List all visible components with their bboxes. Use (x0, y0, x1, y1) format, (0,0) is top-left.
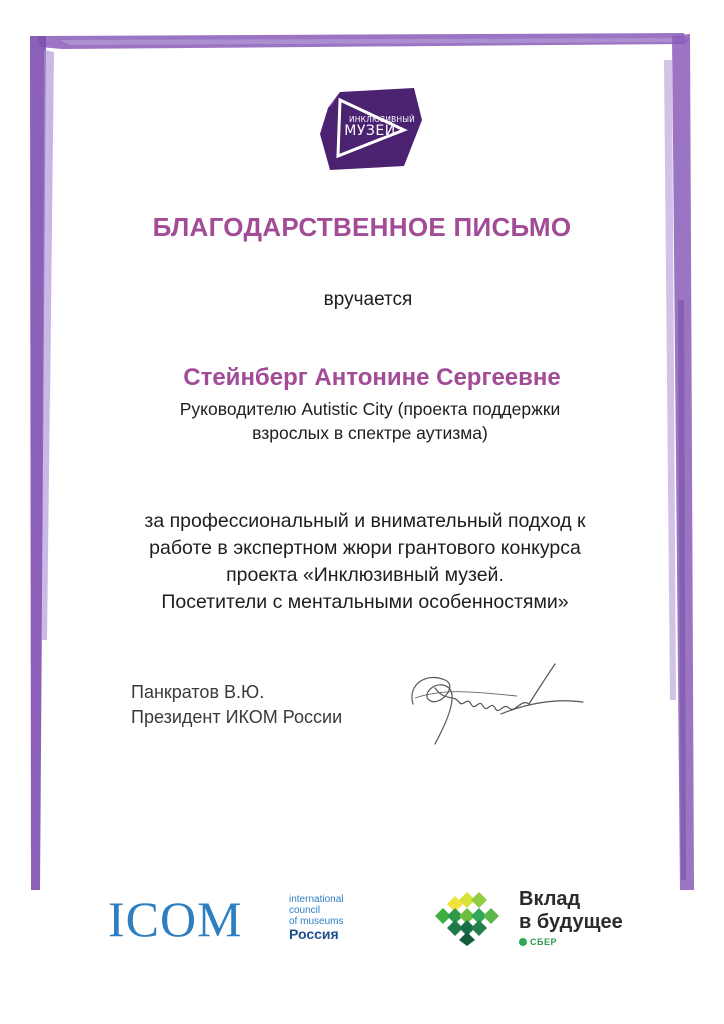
vklad-line: Вклад (519, 888, 581, 910)
icom-country: Россия (289, 926, 339, 942)
signer-block (131, 680, 342, 730)
icom-line: of museums (289, 916, 344, 927)
vklad-logo-icon (433, 888, 509, 946)
recipient-name: Стейнберг Антонине Сергеевне (183, 364, 561, 391)
recipient-role-line: Руководителю Autistic City (проекта поддержки (179, 399, 561, 419)
vklad-logo-text (519, 888, 623, 934)
document-title: БЛАГОДАРСТВЕННОЕ ПИСЬМО (152, 212, 572, 242)
logo-main-text: МУЗЕЙ (344, 123, 396, 139)
logo-top-text: ИНКЛЮЗИВНЫЙ (349, 115, 415, 124)
handwritten-signature (405, 658, 590, 750)
sber-brand (519, 937, 557, 947)
vklad-line: в будущее (519, 911, 623, 933)
icom-line: international (289, 894, 344, 905)
award-reason (0, 508, 724, 616)
reason-line: проекта «Инклюзивный музей. (226, 564, 504, 586)
recipient-role-line: взрослых в спектре аутизма) (252, 423, 488, 443)
reason-line: работе в экспертном жюри грантового конкурса (149, 537, 581, 559)
icom-line: council (289, 905, 321, 916)
signer-name: Панкратов В.Ю. (131, 682, 265, 702)
sber-dot-icon (519, 938, 527, 946)
icom-logo-mark: ICOM (108, 891, 243, 947)
signer-position: Президент ИКОМ России (131, 707, 343, 727)
sber-brand-text: СБЕР (530, 937, 557, 947)
reason-line: Посетители с ментальными особенностями» (161, 591, 569, 613)
reason-line: за профессиональный и внимательный подход к (144, 510, 586, 532)
icom-logo-subtitle (289, 894, 343, 942)
recipient-role (0, 397, 724, 445)
handed-label: вручается (323, 289, 413, 310)
